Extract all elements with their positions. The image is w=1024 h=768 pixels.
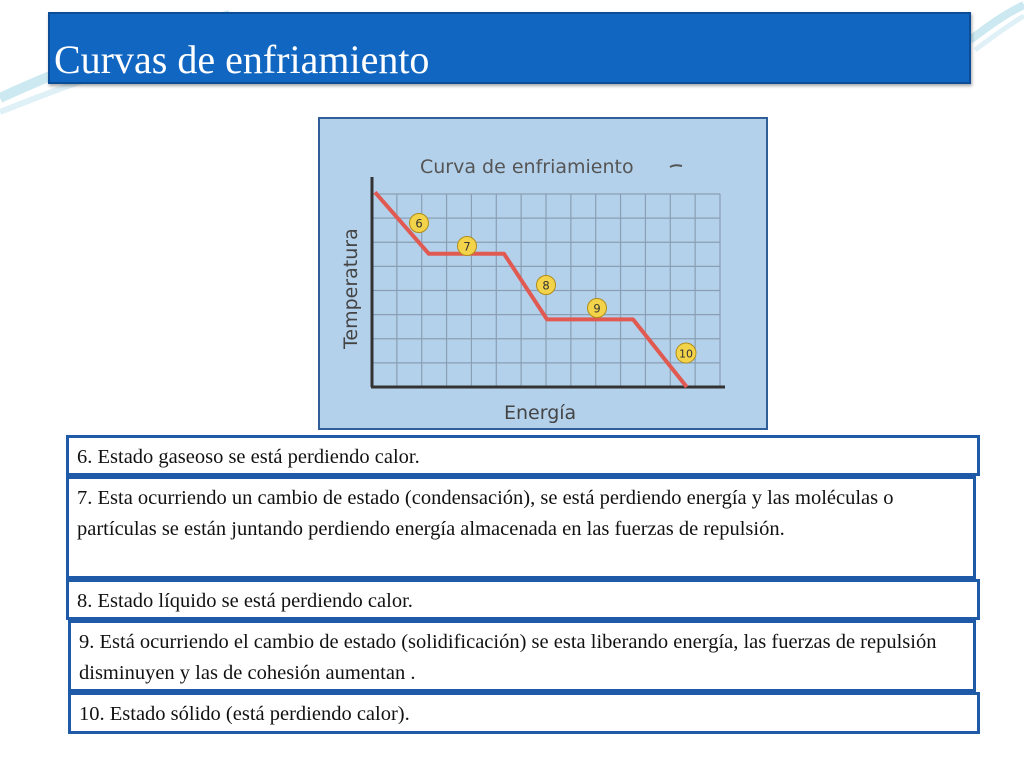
marker-8 bbox=[537, 276, 556, 295]
pen-mark bbox=[670, 165, 682, 167]
y-axis-label: Temperatura bbox=[340, 228, 362, 349]
description-8: 8. Estado líquido se está perdiendo calor. bbox=[66, 579, 980, 620]
marker-6 bbox=[410, 214, 429, 233]
marker-8-label: 8 bbox=[542, 278, 550, 293]
marker-9-label: 9 bbox=[593, 301, 601, 316]
marker-7 bbox=[458, 237, 477, 256]
description-6: 6. Estado gaseoso se está perdiendo calor. bbox=[66, 435, 980, 476]
marker-10 bbox=[676, 343, 696, 363]
marker-7-label: 7 bbox=[463, 239, 471, 254]
cooling-curve-figure bbox=[318, 117, 768, 430]
marker-6-label: 6 bbox=[415, 216, 423, 231]
chart-title: Curva de enfriamiento bbox=[420, 156, 634, 178]
marker-10-label: 10 bbox=[679, 347, 693, 361]
title-bar bbox=[48, 12, 971, 84]
slide-title: Curvas de enfriamiento bbox=[54, 37, 430, 82]
marker-9 bbox=[588, 299, 607, 318]
cooling-curve-chart bbox=[320, 119, 766, 428]
description-7: 7. Esta ocurriendo un cambio de estado (condensación), se está perdiendo energía y las moléculas o partículas se están juntando perdiendo energía almacenada en las fuerzas de repulsión. bbox=[66, 476, 976, 579]
description-9: 9. Está ocurriendo el cambio de estado (solidificación) se esta liberando energía, las fuerzas de repulsión disminuyen y las de cohesión aumentan . bbox=[68, 620, 976, 692]
x-axis-label: Energía bbox=[504, 402, 577, 424]
description-10: 10. Estado sólido (está perdiendo calor). bbox=[68, 692, 980, 734]
